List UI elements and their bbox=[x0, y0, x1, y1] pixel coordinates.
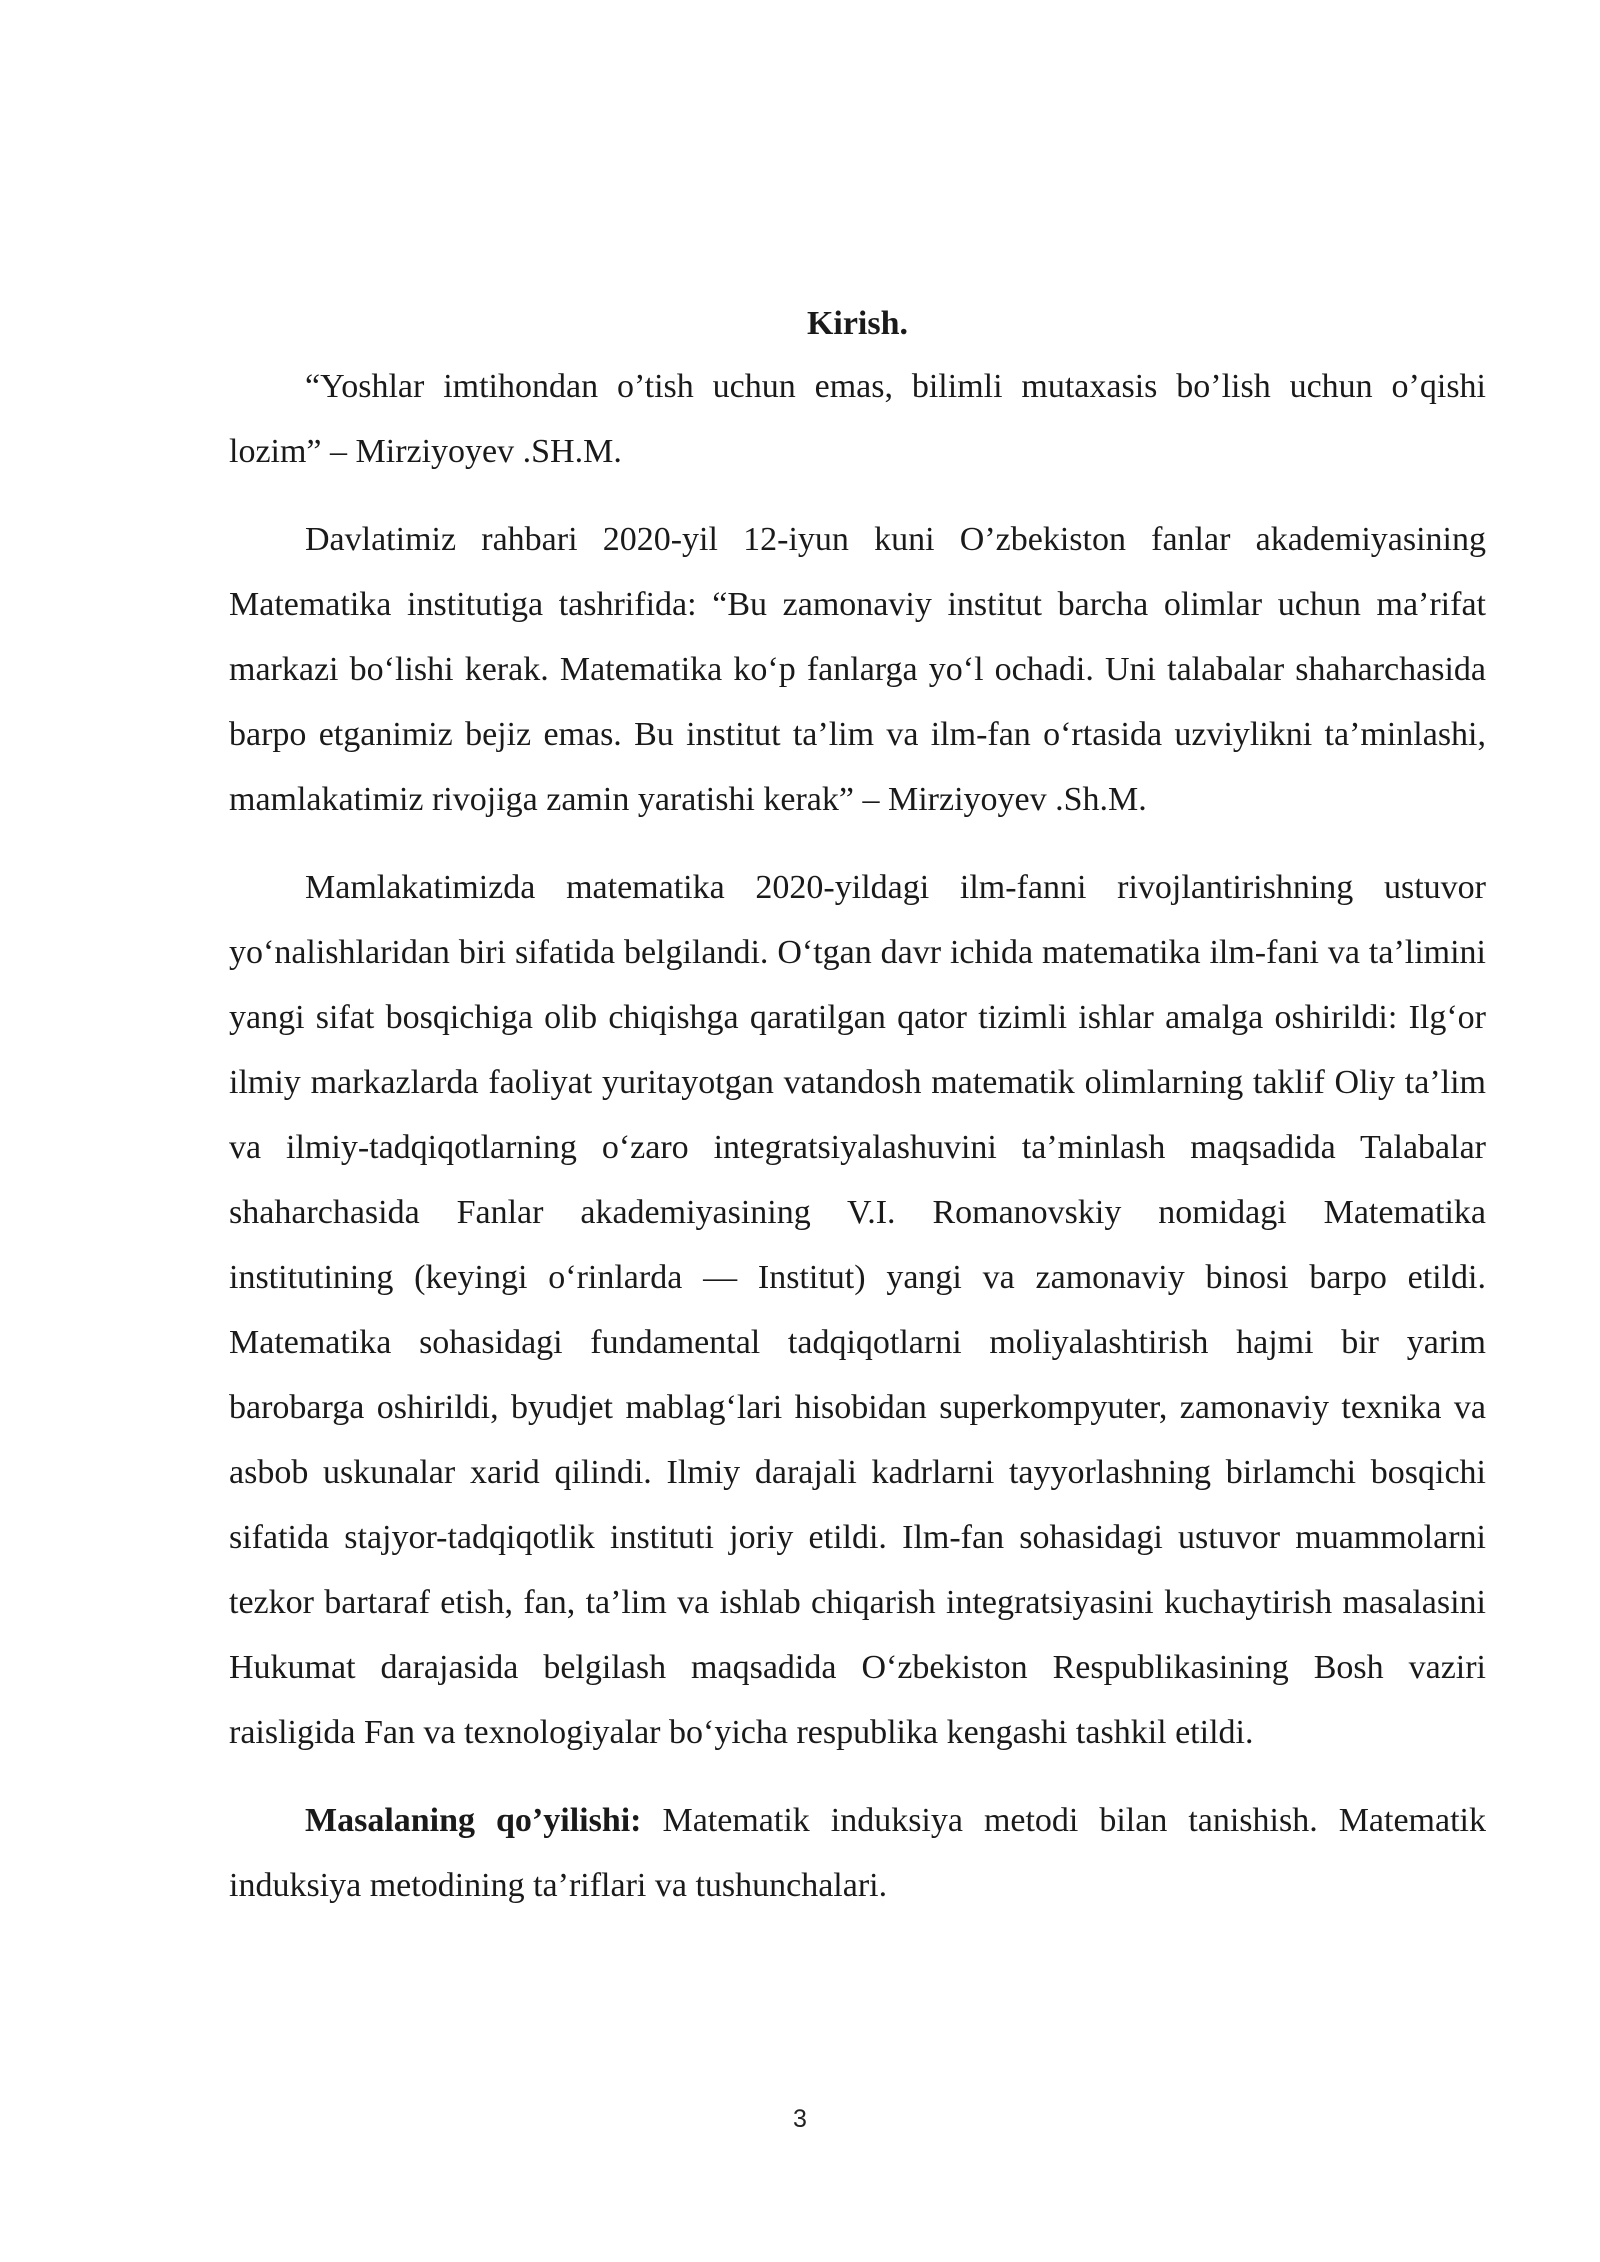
page-number: 3 bbox=[793, 2105, 807, 2133]
epigraph-paragraph: “Yoshlar imtihondan o’tish uchun emas, bilimli mutaxasis bo’lish uchun o’qishi lozim” – Mirziyoyev .SH.M. bbox=[229, 368, 1486, 470]
body-paragraph-1: Davlatimiz rahbari 2020-yil 12-iyun kuni O’zbekiston fanlar akademiyasining Matematika institutiga tashrifida: “Bu zamonaviy institut barcha olimlar uchun ma’rifat markazi bo‘lishi kerak. Matematika ko‘p fanlarga yo‘l ochadi. Uni talabalar shaharchasida barpo etganimiz bejiz emas. Bu institut ta’lim va ilm-fan o‘rtasida uzviylikni ta’minlashi, mamlakatimiz rivojiga zamin yaratishi kerak” – Mirziyoyev .Sh.M. bbox=[229, 521, 1486, 818]
body-paragraph-2: Mamlakatimizda matematika 2020-yildagi ilm-fanni rivojlantirishning ustuvor yo‘nalishlaridan biri sifatida belgilandi. O‘tgan davr ichida matematika ilm-fani va ta’limini yangi sifat bosqichiga olib chiqishga qaratilgan qator tizimli ishlar amalga oshirildi: Ilg‘or ilmiy markazlarda faoliyat yuritayotgan vatandosh matematik olimlarning taklif Oliy ta’lim va ilmiy-tadqiqotlarning o‘zaro integratsiyalashuvini ta’minlash maqsadida Talabalar shaharchasida Fanlar akademiyasining V.I. Romanovskiy nomidagi Matematika institutining (keyingi o‘rinlarda — Institut) yangi va zamonaviy binosi barpo etildi. Matematika sohasidagi fundamental tadqiqotlarni moliyalashtirish hajmi bir yarim barobarga oshirildi, byudjet mablag‘lari hisobidan superkompyuter, zamonaviy texnika va asbob uskunalar xarid qilindi. Ilmiy darajali kadrlarni tayyorlashning birlamchi bosqichi sifatida stajyor-tadqiqotlik instituti joriy etildi. Ilm-fan sohasidagi ustuvor muammolarni tezkor bartaraf etish, fan, ta’lim va ishlab chiqarish integratsiyasini kuchaytirish masalasini Hukumat darajasida belgilash maqsadida O‘zbekiston Respublikasining Bosh vaziri raisligida Fan va texnologiyalar bo‘yicha respublika kengashi tashkil etildi. bbox=[229, 869, 1486, 1751]
problem-statement-paragraph bbox=[229, 1788, 1486, 1918]
section-heading: Kirish. bbox=[806, 305, 909, 342]
problem-statement-label: Masalaning qo’yilishi: bbox=[305, 1802, 642, 1839]
document-page bbox=[229, 298, 1486, 1918]
problem-statement-text: Matematik induksiya metodi bilan tanishish. Matematik induksiya metodining ta’riflari va tushunchalari. bbox=[229, 1802, 1486, 1904]
